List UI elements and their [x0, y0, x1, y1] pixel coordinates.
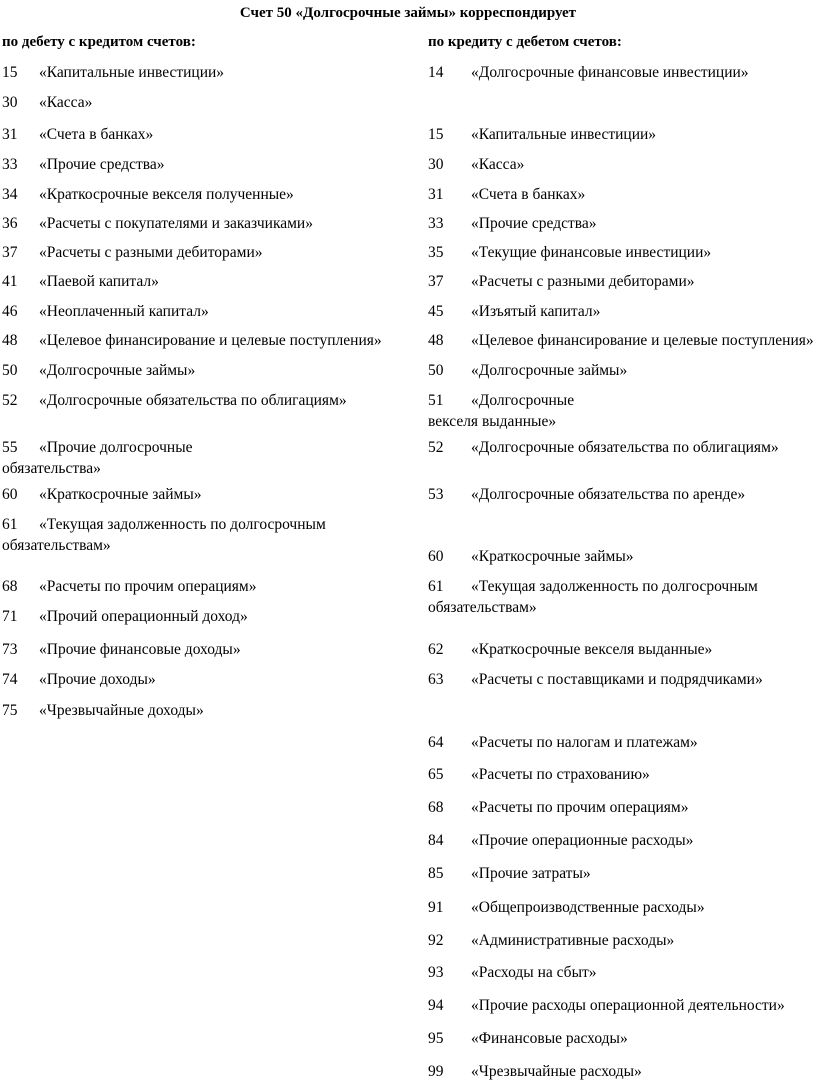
- credit-account-row: [428, 330, 814, 351]
- account-name: «Счета в банках»: [39, 126, 154, 143]
- account-code: 55: [2, 439, 18, 456]
- account-code: 85: [428, 865, 444, 882]
- account-name: «Целевое финансирование и целевые поступления»: [39, 332, 382, 349]
- account-code: 52: [2, 392, 18, 409]
- debit-account-row: [2, 62, 224, 83]
- credit-account-row: [428, 930, 674, 951]
- credit-heading: по кредиту с дебетом счетов:: [428, 34, 622, 50]
- account-code: 48: [428, 332, 444, 349]
- account-name: «Общепроизводственные расходы»: [471, 899, 705, 916]
- account-code: 63: [428, 671, 444, 688]
- account-name: «Текущая задолженность по долгосрочным: [39, 516, 326, 533]
- account-name: «Расчеты с разными дебиторами»: [471, 273, 695, 290]
- account-code: 94: [428, 997, 444, 1014]
- debit-account-row: [2, 360, 195, 381]
- credit-account-row: [428, 390, 574, 432]
- debit-account-row: [2, 184, 294, 205]
- debit-account-row: [2, 213, 313, 234]
- account-code: 30: [2, 94, 18, 111]
- debit-account-row: [2, 669, 156, 690]
- credit-account-row: [428, 863, 591, 884]
- account-name: «Долгосрочные: [471, 392, 575, 409]
- account-name: «Касса»: [471, 156, 525, 173]
- account-name: «Краткосрочные займы»: [39, 486, 202, 503]
- account-name: «Целевое финансирование и целевые поступления»: [471, 332, 814, 349]
- credit-account-row: [428, 1061, 642, 1082]
- credit-account-row: [428, 546, 633, 567]
- account-name: «Прочие финансовые доходы»: [39, 641, 241, 658]
- debit-account-row: [2, 576, 256, 597]
- account-code: 60: [2, 486, 18, 503]
- account-name: «Краткосрочные векселя выданные»: [471, 641, 713, 658]
- account-name: «Прочие затраты»: [471, 865, 591, 882]
- account-name-continuation: обязательствам»: [428, 599, 537, 616]
- account-code: 46: [2, 303, 18, 320]
- account-code: 33: [428, 215, 444, 232]
- account-code: 65: [428, 766, 444, 783]
- account-code: 71: [2, 608, 18, 625]
- account-name: «Расходы на сбыт»: [471, 964, 597, 981]
- account-name: «Капитальные инвестиции»: [39, 64, 225, 81]
- account-name: «Краткосрочные векселя полученные»: [39, 186, 294, 203]
- account-name: «Текущая задолженность по долгосрочным: [471, 578, 758, 595]
- account-name: «Расчеты с разными дебиторами»: [39, 244, 263, 261]
- account-name: «Прочие средства»: [471, 215, 597, 232]
- credit-account-row: [428, 995, 785, 1016]
- credit-account-row: [428, 213, 596, 234]
- account-name: «Расчеты по страхованию»: [471, 766, 650, 783]
- account-code: 64: [428, 734, 444, 751]
- account-name-continuation: обязательствам»: [2, 537, 111, 554]
- account-name: «Долгосрочные займы»: [471, 362, 628, 379]
- account-name: «Расчеты с покупателями и заказчиками»: [39, 215, 313, 232]
- account-name-continuation: векселя выданные»: [428, 413, 557, 430]
- account-code: 91: [428, 899, 444, 916]
- account-name: «Касса»: [39, 94, 93, 111]
- account-code: 51: [428, 392, 444, 409]
- account-name: «Расчеты по налогам и платежам»: [471, 734, 698, 751]
- credit-account-row: [428, 732, 698, 753]
- account-code: 61: [428, 578, 444, 595]
- account-name: «Долгосрочные займы»: [39, 362, 196, 379]
- account-name: «Прочие операционные расходы»: [471, 832, 694, 849]
- account-name: «Прочие средства»: [39, 156, 165, 173]
- account-name: «Финансовые расходы»: [471, 1030, 628, 1047]
- account-name: «Текущие финансовые инвестиции»: [471, 244, 712, 261]
- debit-account-row: [2, 330, 382, 351]
- account-code: 34: [2, 186, 18, 203]
- account-code: 93: [428, 964, 444, 981]
- debit-account-row: [2, 92, 92, 113]
- document-title: Счет 50 «Долгосрочные займы» корреспондирует: [239, 5, 577, 21]
- account-code: 31: [2, 126, 18, 143]
- account-code: 60: [428, 548, 444, 565]
- account-code: 68: [428, 799, 444, 816]
- account-code: 61: [2, 516, 18, 533]
- account-code: 52: [428, 439, 444, 456]
- account-code: 74: [2, 671, 18, 688]
- debit-account-row: [2, 700, 204, 721]
- credit-account-row: [428, 124, 656, 145]
- account-code: 45: [428, 303, 444, 320]
- account-name: «Счета в банках»: [471, 186, 586, 203]
- account-code: 92: [428, 932, 444, 949]
- credit-account-row: [428, 301, 600, 322]
- account-name: «Расчеты по прочим операциям»: [471, 799, 689, 816]
- account-code: 50: [2, 362, 18, 379]
- credit-account-row: [428, 484, 745, 505]
- account-code: 33: [2, 156, 18, 173]
- account-code: 37: [428, 273, 444, 290]
- account-code: 36: [2, 215, 18, 232]
- account-name: «Неоплаченный капитал»: [39, 303, 209, 320]
- account-code: 84: [428, 832, 444, 849]
- credit-account-row: [428, 154, 524, 175]
- account-name: «Капитальные инвестиции»: [471, 126, 657, 143]
- credit-account-row: [428, 669, 763, 690]
- credit-account-row: [428, 639, 712, 660]
- credit-account-row: [428, 797, 688, 818]
- credit-account-row: [428, 962, 597, 983]
- account-code: 99: [428, 1063, 444, 1080]
- account-code: 53: [428, 486, 444, 503]
- credit-account-row: [428, 1028, 628, 1049]
- account-code: 37: [2, 244, 18, 261]
- credit-account-row: [428, 242, 711, 263]
- credit-account-row: [428, 897, 705, 918]
- account-name: «Чрезвычайные доходы»: [39, 702, 204, 719]
- account-name: «Прочие расходы операционной деятельности»: [471, 997, 785, 1014]
- credit-account-row: [428, 62, 749, 83]
- account-name: «Административные расходы»: [471, 932, 675, 949]
- account-code: 48: [2, 332, 18, 349]
- debit-account-row: [2, 301, 209, 322]
- account-name: «Краткосрочные займы»: [471, 548, 634, 565]
- account-name-continuation: обязательства»: [2, 460, 101, 477]
- credit-account-row: [428, 764, 650, 785]
- account-name: «Расчеты с поставщиками и подрядчиками»: [471, 671, 763, 688]
- account-name: «Прочие доходы»: [39, 671, 156, 688]
- debit-account-row: [2, 390, 347, 411]
- account-name: «Расчеты по прочим операциям»: [39, 578, 257, 595]
- credit-account-row: [428, 271, 695, 292]
- account-code: 50: [428, 362, 444, 379]
- credit-account-row: [428, 830, 693, 851]
- debit-account-row: [2, 484, 201, 505]
- account-name: «Паевой капитал»: [39, 273, 159, 290]
- credit-account-row: [428, 184, 585, 205]
- debit-account-row: [2, 639, 241, 660]
- account-code: 73: [2, 641, 18, 658]
- credit-account-row: [428, 437, 779, 458]
- debit-account-row: [2, 271, 159, 292]
- account-code: 15: [428, 126, 444, 143]
- debit-account-row: [2, 242, 263, 263]
- account-name: «Прочие долгосрочные: [39, 439, 193, 456]
- account-code: 75: [2, 702, 18, 719]
- account-code: 15: [2, 64, 18, 81]
- account-code: 14: [428, 64, 444, 81]
- account-code: 31: [428, 186, 444, 203]
- debit-heading: по дебету с кредитом счетов:: [2, 34, 196, 50]
- account-name: «Изъятый капитал»: [471, 303, 601, 320]
- debit-account-row: [2, 154, 164, 175]
- debit-account-row: [2, 437, 193, 479]
- debit-account-row: [2, 514, 326, 556]
- credit-account-row: [428, 576, 758, 618]
- account-code: 68: [2, 578, 18, 595]
- account-name: «Долгосрочные обязательства по облигациям»: [471, 439, 779, 456]
- account-code: 35: [428, 244, 444, 261]
- debit-account-row: [2, 606, 248, 627]
- debit-account-row: [2, 124, 153, 145]
- account-code: 62: [428, 641, 444, 658]
- account-code: 41: [2, 273, 18, 290]
- account-code: 95: [428, 1030, 444, 1047]
- account-name: «Долгосрочные финансовые инвестиции»: [471, 64, 749, 81]
- account-name: «Долгосрочные обязательства по аренде»: [471, 486, 746, 503]
- credit-account-row: [428, 360, 627, 381]
- account-code: 30: [428, 156, 444, 173]
- account-name: «Прочий операционный доход»: [39, 608, 248, 625]
- account-name: «Чрезвычайные расходы»: [471, 1063, 642, 1080]
- account-name: «Долгосрочные обязательства по облигациям»: [39, 392, 347, 409]
